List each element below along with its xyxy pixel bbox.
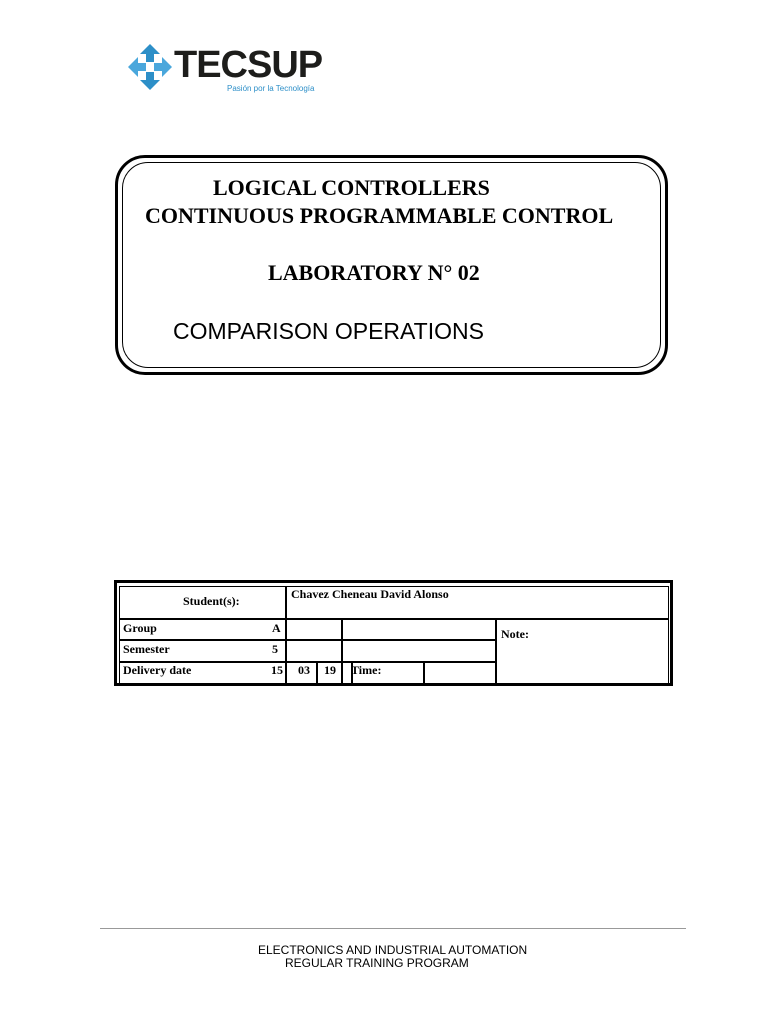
laboratory-number: LABORATORY N° 02 [268, 260, 480, 285]
time-label: Time: [351, 663, 382, 677]
logo-wordmark: TECSUP [174, 44, 323, 86]
semester-value: 5 [272, 642, 278, 656]
footer-department: ELECTRONICS AND INDUSTRIAL AUTOMATION [258, 943, 528, 957]
semester-label: Semester [123, 642, 170, 656]
delivery-month: 03 [298, 663, 310, 677]
logo-tagline: Pasión por la Tecnología [227, 84, 315, 93]
delivery-date-label: Delivery date [123, 663, 192, 677]
course-title-line2: CONTINUOUS PROGRAMMABLE CONTROL [145, 203, 614, 228]
group-value: A [272, 621, 281, 635]
footer-divider [100, 928, 686, 929]
delivery-year: 19 [324, 663, 336, 677]
lab-topic: COMPARISON OPERATIONS [173, 318, 484, 344]
course-title-line1: LOGICAL CONTROLLERS [213, 175, 490, 200]
footer-program: REGULAR TRAINING PROGRAM [285, 956, 469, 970]
tecsup-emblem-icon [126, 42, 174, 92]
tecsup-logo [124, 40, 324, 100]
delivery-day: 15 [271, 663, 283, 677]
group-label: Group [123, 621, 157, 635]
students-value: Chavez Cheneau David Alonso [291, 587, 449, 601]
students-label: Student(s): [183, 594, 240, 608]
note-label: Note: [501, 627, 529, 641]
